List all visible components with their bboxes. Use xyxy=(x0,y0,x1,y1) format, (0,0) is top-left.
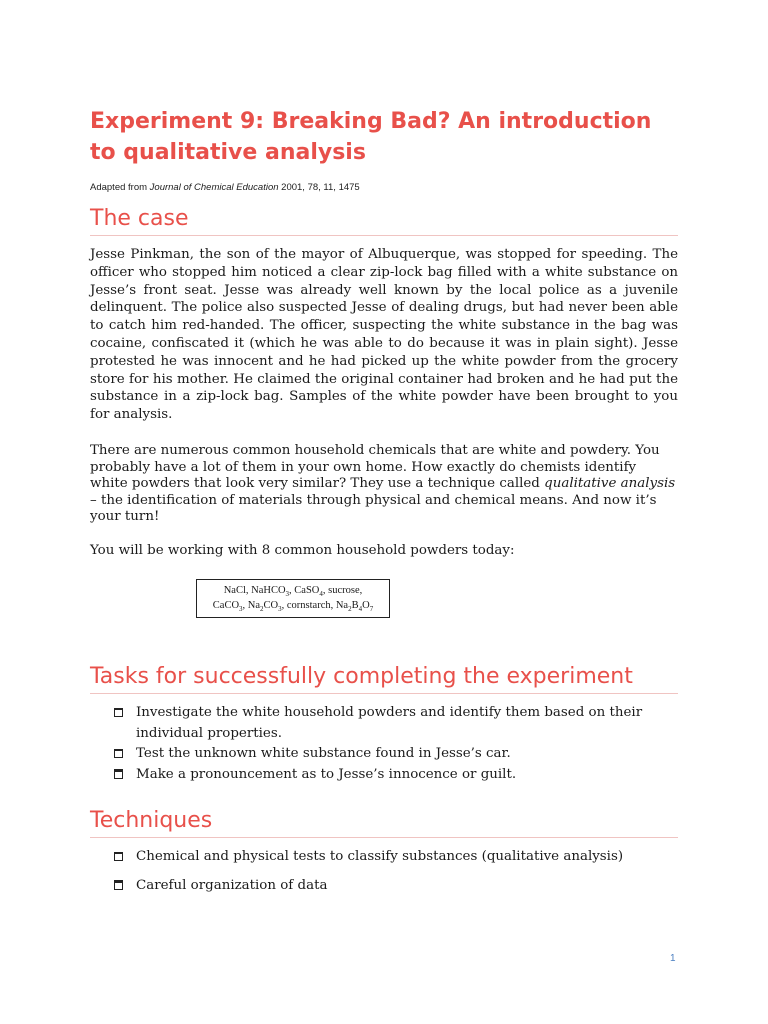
list-item xyxy=(112,847,678,868)
source-citation xyxy=(90,182,360,193)
technique-item-text: Careful organization of data xyxy=(136,877,328,893)
technique-list xyxy=(112,847,678,896)
page-number: 1 xyxy=(670,953,676,964)
formula-text: , CaSO xyxy=(289,585,320,596)
formula-subscript: 3 xyxy=(239,605,243,614)
case-paragraph-2 xyxy=(90,443,678,526)
section-heading-techniques: Techniques xyxy=(90,807,678,838)
task-list xyxy=(112,703,678,785)
formula-subscript: 2 xyxy=(260,605,264,614)
document-title: Experiment 9: Breaking Bad? An introduction to qualitative analysis xyxy=(90,109,652,165)
case-paragraph-2-text-end: – the identification of materials through physical and chemical means. And now it’s your turn! xyxy=(90,492,657,524)
formula-subscript: 4 xyxy=(358,605,363,614)
checkbox-bullet-icon xyxy=(114,750,123,758)
powder-formula-box xyxy=(196,579,390,618)
formula-subscript: 7 xyxy=(369,605,374,614)
formula-line-2 xyxy=(197,598,389,613)
formula-text: , cornstarch, Na xyxy=(281,600,349,611)
source-prefix: Adapted from xyxy=(90,182,150,193)
checkbox-bullet-icon xyxy=(114,771,123,779)
task-item-text: Test the unknown white substance found in Jesse’s car. xyxy=(136,746,511,761)
source-details: 2001, 78, 11, 1475 xyxy=(278,182,360,193)
formula-text: CO xyxy=(263,600,279,611)
case-paragraph-3: You will be working with 8 common household powders today: xyxy=(90,543,515,558)
formula-text: CaCO xyxy=(212,600,240,611)
formula-text: B xyxy=(351,600,359,611)
list-item xyxy=(112,744,678,765)
checkbox-bullet-icon xyxy=(114,709,123,717)
formula-text: NaCl, NaHCO xyxy=(223,585,286,596)
list-item xyxy=(112,765,678,786)
formula-subscript: 3 xyxy=(285,590,290,599)
case-paragraph-1: Jesse Pinkman, the son of the mayor of Albuquerque, was stopped for speeding. The officer who stopped him noticed a clear zip-lock bag filled with a white substance on Jesse’s front seat. Jesse was already well known by the local police as a juvenile delinquent. The police also suspected Jesse of dealing drugs, but had never been able to catch him red-handed. The officer, suspecting the white substance in the bag was cocaine, confiscated it (which he was able to do because it was in plain sight). Jesse protested he was innocent and he had picked up the white powder from the grocery store for his mother. He claimed the original container had broken and he had put the substance in a zip-lock bag. Samples of the white powder have been brought to you for analysis. xyxy=(90,247,678,423)
formula-text: , sucrose, xyxy=(322,585,363,596)
list-item xyxy=(112,876,678,897)
list-item xyxy=(112,703,678,744)
task-item-text: Investigate the white household powders and identify them based on their individual properties. xyxy=(136,705,643,741)
formula-subscript: 4 xyxy=(319,590,323,599)
case-paragraph-2-text: There are numerous common household chemicals that are white and powdery. You probably have a lot of them in your own home. How exactly do chemists identify white powders that look very similar? They use a technique called xyxy=(90,443,660,491)
formula-text: O xyxy=(362,600,370,611)
checkbox-bullet-icon xyxy=(114,882,123,890)
checkbox-bullet-icon xyxy=(114,853,123,861)
source-journal: Journal of Chemical Education xyxy=(149,182,279,193)
formula-subscript: 3 xyxy=(278,605,282,614)
technique-item-text: Chemical and physical tests to classify substances (qualitative analysis) xyxy=(136,849,624,864)
section-heading-case: The case xyxy=(90,205,678,236)
formula-line-1 xyxy=(197,583,389,598)
section-heading-tasks: Tasks for successfully completing the experiment xyxy=(90,663,678,694)
qualitative-analysis-term: qualitative analysis xyxy=(544,476,676,491)
formula-subscript: 2 xyxy=(348,605,352,614)
formula-text: , Na xyxy=(242,600,261,611)
task-item-text: Make a pronouncement as to Jesse’s innocence or guilt. xyxy=(136,766,517,782)
